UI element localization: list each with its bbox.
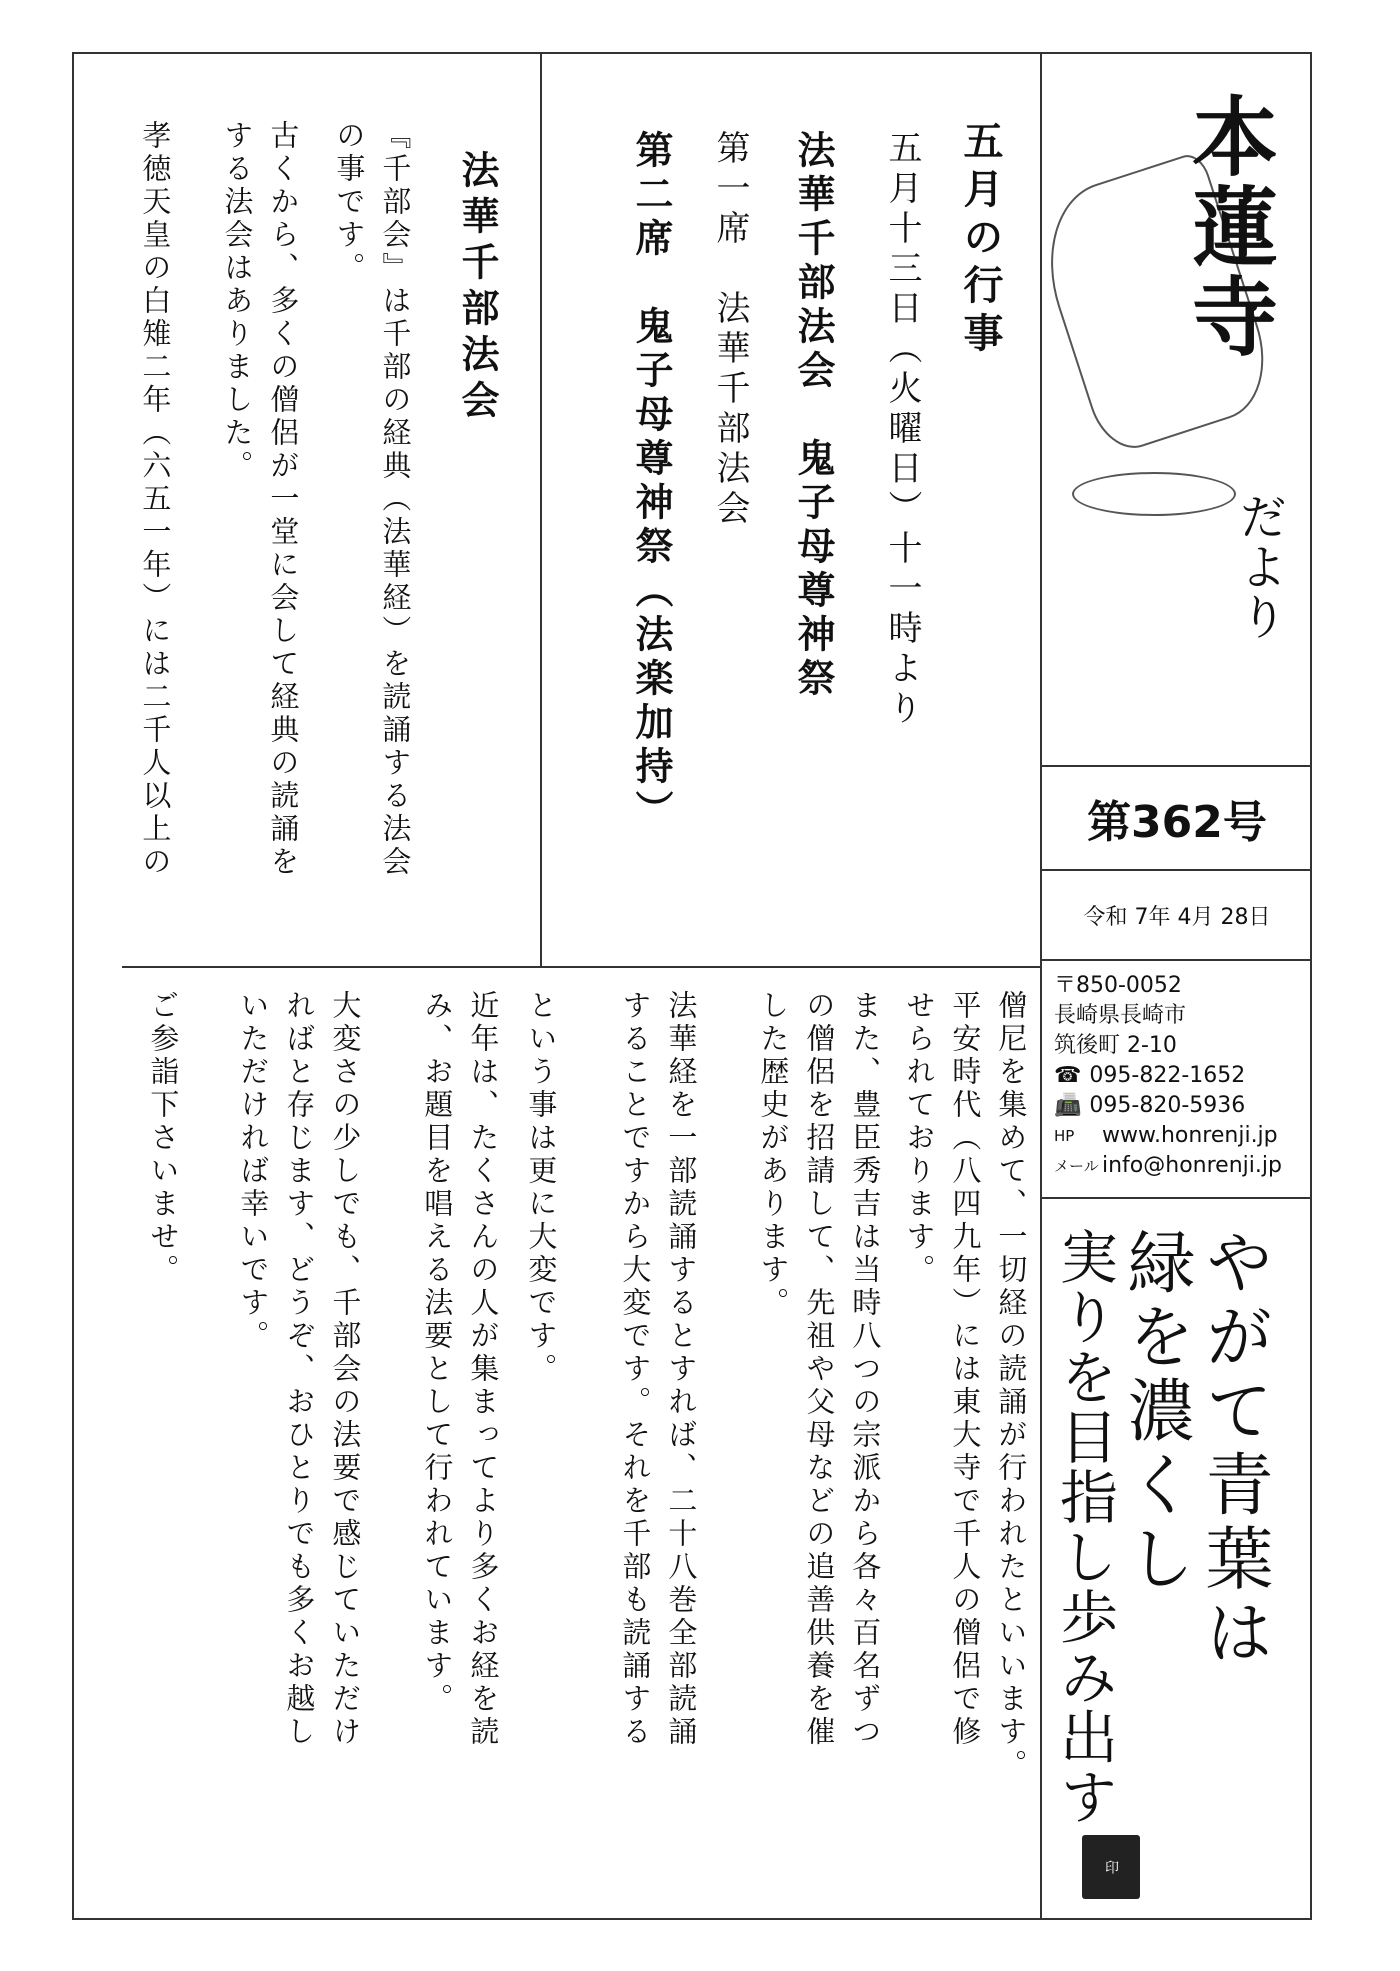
email-link[interactable]: info@honrenji.jp <box>1102 1153 1282 1178</box>
fax-number: 095-820-5936 <box>1089 1093 1246 1118</box>
article-line: の僧侶を招請して、先祖や父母などの追善供養を催 <box>802 990 837 1749</box>
issue-number: 第362号 <box>1040 767 1312 871</box>
phone-row <box>1054 1061 1300 1091</box>
article-line: することですから大変です。それを千部も読誦する <box>618 990 653 1749</box>
article-line: 僧尼を集めて、一切経の読誦が行われたといいます。 <box>994 990 1029 1782</box>
hp-label: HP <box>1054 1127 1075 1145</box>
address-line-2: 筑後町 2-10 <box>1054 1033 1177 1058</box>
mail-row <box>1054 1151 1300 1181</box>
article-line: という事は更に大変です。 <box>524 990 559 1386</box>
address-line-1: 長崎県長崎市 <box>1054 1003 1187 1028</box>
article-line: ればと存じます、どうぞ、おひとりでも多くお越し <box>282 990 317 1749</box>
issue-date: 令和 7年 4月 28日 <box>1040 871 1312 961</box>
article-line: み、お題目を唱える法要として行われています。 <box>420 990 455 1716</box>
masthead <box>1040 52 1312 767</box>
event-seat-2: 第二席 鬼子母尊神祭（法楽加持） <box>629 130 674 834</box>
seal-stamp: 印 <box>1082 1835 1140 1899</box>
article-line: 孝徳天皇の白雉二年（六五一年）には二千人以上の <box>138 120 173 879</box>
article-line: せられております。 <box>902 990 937 1287</box>
newsletter-title: 本蓮寺 <box>1177 92 1278 362</box>
fax-icon: 📠 <box>1054 1093 1082 1118</box>
article-line: 法華経を一部読誦するとすれば、二十八巻全部読誦 <box>664 990 699 1749</box>
article-line: いただければ幸いです。 <box>236 990 271 1353</box>
hp-row <box>1054 1121 1300 1151</box>
section-divider <box>122 966 1040 968</box>
motto-line-1: やがて青葉は <box>1194 1227 1273 1671</box>
article-title: 法華千部法会 <box>455 150 500 426</box>
event-seat-1: 第一席 法華千部法会 <box>710 130 750 530</box>
website-link[interactable]: www.honrenji.jp <box>1102 1123 1278 1148</box>
postal-code: 〒850-0052 <box>1054 973 1182 998</box>
event-name: 法華千部法会 鬼子母尊神祭 <box>791 130 836 702</box>
water-decoration <box>1072 472 1236 516</box>
mail-label: メール <box>1054 1157 1099 1175</box>
article-line: また、豊臣秀吉は当時八つの宗派から各々百名ずつ <box>848 990 883 1749</box>
column-divider <box>540 52 542 967</box>
motto-line-2: 緑を濃くし <box>1116 1227 1195 1597</box>
article-line: 古くから、多くの僧侶が一堂に会して経典の読誦を <box>266 120 301 879</box>
phone-icon: ☎ <box>1054 1063 1082 1088</box>
events-heading: 五月の行事 <box>957 120 1004 360</box>
article-line: した歴史があります。 <box>756 990 791 1320</box>
contact-info <box>1040 961 1312 1199</box>
article-line: 大変さの少しでも、千部会の法要で感じていただけ <box>328 990 363 1749</box>
newsletter-subtitle: だより <box>1231 492 1287 642</box>
article-line: ご参詣下さいませ。 <box>146 990 181 1287</box>
phone-number: 095-822-1652 <box>1089 1063 1246 1088</box>
motto-line-3: 実りを目指し歩み出す <box>1050 1227 1118 1827</box>
article-line: する法会はありました。 <box>220 120 255 483</box>
fax-row <box>1054 1091 1300 1121</box>
article-line: 近年は、たくさんの人が集まってより多くお経を読 <box>466 990 501 1749</box>
article-line: の事です。 <box>332 120 367 285</box>
motto-box <box>1040 1199 1312 1920</box>
article-line: 平安時代（八四九年）には東大寺で千人の僧侶で修 <box>948 990 983 1749</box>
event-date: 五月十三日（火曜日）十一時より <box>882 130 922 730</box>
article-line: 『千部会』は千部の経典（法華経）を読誦する法会 <box>378 120 413 879</box>
